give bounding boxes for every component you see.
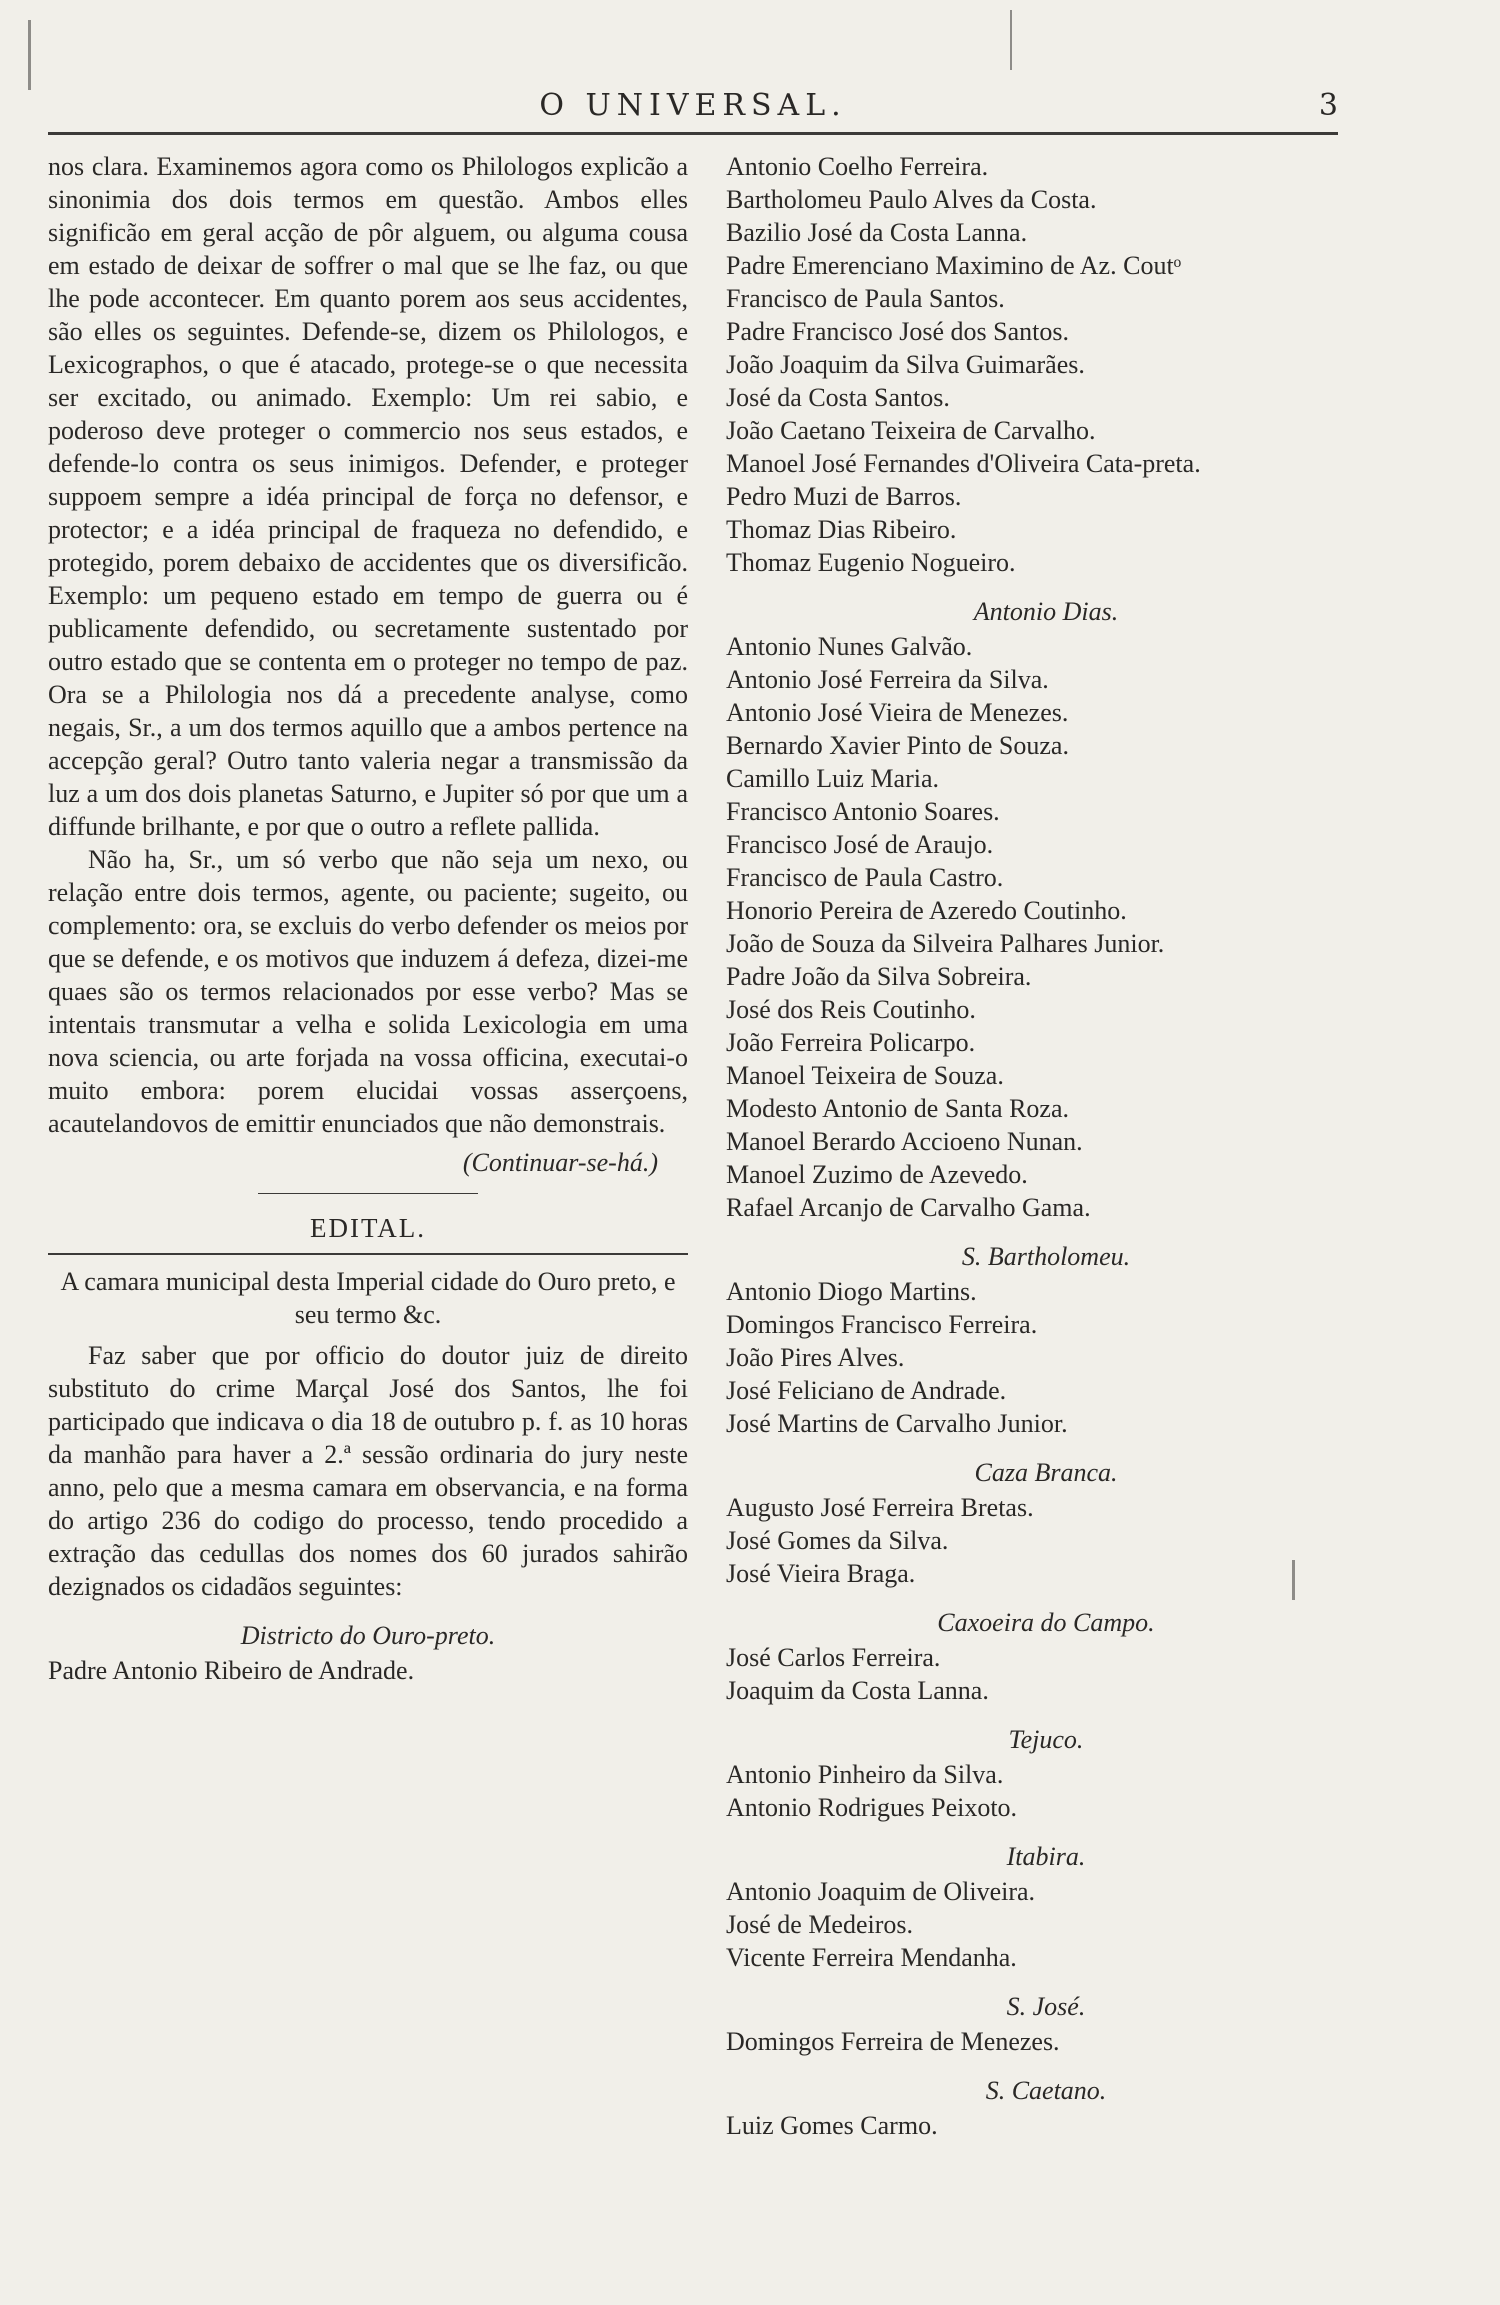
juror-name: José de Medeiros.: [726, 1910, 914, 1939]
scan-mark: [28, 20, 31, 90]
district-heading: Itabira.: [1006, 1842, 1086, 1871]
right-column: [726, 150, 1366, 2142]
juror-name: Antonio Joaquim de Oliveira.: [726, 1877, 1036, 1906]
juror-name: Augusto José Ferreira Bretas.: [726, 1493, 1034, 1522]
juror-name: Antonio Pinheiro da Silva.: [726, 1760, 1004, 1789]
juror-name: Manoel Zuzimo de Azevedo.: [726, 1160, 1028, 1189]
juror-name: José Carlos Ferreira.: [726, 1643, 941, 1672]
district-heading: Tejuco.: [1008, 1725, 1084, 1754]
juror-name: Padre Antonio Ribeiro de Andrade.: [48, 1656, 415, 1685]
juror-name: José Gomes da Silva.: [726, 1526, 949, 1555]
district-heading: Caxoeira do Campo.: [937, 1608, 1155, 1637]
separator-rule: [48, 1253, 688, 1255]
juror-name: Rafael Arcanjo de Carvalho Gama.: [726, 1193, 1091, 1222]
juror-name: Manoel José Fernandes d'Oliveira Cata-preta.: [726, 449, 1201, 478]
juror-name: Padre Emerenciano Maximino de Az. Coutᵒ: [726, 251, 1182, 280]
left-column: [48, 150, 688, 1687]
juror-name: João Pires Alves.: [726, 1343, 905, 1372]
juror-name: Bazilio José da Costa Lanna.: [726, 218, 1028, 247]
district-heading: S. Caetano.: [985, 2076, 1107, 2105]
juror-name: José Vieira Braga.: [726, 1559, 916, 1588]
juror-name: Thomaz Eugenio Nogueiro.: [726, 548, 1016, 577]
juror-name: João de Souza da Silveira Palhares Junior.: [726, 929, 1165, 958]
juror-name: João Ferreira Policarpo.: [726, 1028, 976, 1057]
juror-name: José Feliciano de Andrade.: [726, 1376, 1007, 1405]
juror-name: João Joaquim da Silva Guimarães.: [726, 350, 1085, 379]
article-paragraph: Não ha, Sr., um só verbo que não seja um nexo, ou relação entre dois termos, agente, ou paciente; sugeito, ou complemento: ora, se excluis do verbo defender os meios por que se defende, e os motivos que induzem á defeza, dizei-me quaes são os termos relacionados por esse verbo? Mas se intentais transmutar a velha e solida Lexicologia em uma nova sciencia, ou arte forjada na vossa officina, executai-o muito embora: porem elucidai vossas asserçoens, acautelandovos de emittir enunciados que não demonstrais.: [48, 845, 688, 1138]
juror-name: Antonio José Ferreira da Silva.: [726, 665, 1049, 694]
juror-name: José dos Reis Coutinho.: [726, 995, 976, 1024]
district-heading: Antonio Dias.: [973, 597, 1119, 626]
juror-name: Domingos Ferreira de Menezes.: [726, 2027, 1060, 2056]
header-rule: [48, 132, 1338, 135]
district-heading: Caza Branca.: [974, 1458, 1118, 1487]
juror-name: Honorio Pereira de Azeredo Coutinho.: [726, 896, 1127, 925]
page-number: 3: [1318, 88, 1338, 123]
district-heading: S. Bartholomeu.: [961, 1242, 1131, 1271]
juror-name: Domingos Francisco Ferreira.: [726, 1310, 1038, 1339]
edital-body: Faz saber que por officio do doutor juiz de direito substituto do crime Marçal José dos Santos, lhe foi participado que indicava o dia 18 de outubro p. f. as 10 horas da manhão para haver a 2.ª sessão ordinaria do jury neste anno, pelo que a mesma camara em observancia, e na forma do artigo 236 do codigo do processo, tendo procedido a extração das cedullas dos nomes dos 60 jurados sahirão dezignados os cidadãos seguintes:: [48, 1341, 688, 1601]
juror-name: Antonio Rodrigues Peixoto.: [726, 1793, 1018, 1822]
juror-name: Manoel Teixeira de Souza.: [726, 1061, 1004, 1090]
juror-name: Modesto Antonio de Santa Roza.: [726, 1094, 1070, 1123]
juror-name: Francisco de Paula Santos.: [726, 284, 1005, 313]
article-paragraph: nos clara. Examinemos agora como os Philologos explicão a sinonimia dos dois termos em questão. Ambos elles significão em geral acção de pôr alguem, ou alguma cousa em estado de deixar de soffrer o mal que se lhe faz, ou que lhe pode accontecer. Em quanto porem aos seus accidentes, são elles os seguintes. Defende-se, dizem os Philologos, e Lexicographos, o que é atacado, protege-se o que necessita ser excitado, ou animado. Exemplo: Um rei sabio, e poderoso deve proteger o commercio nos seus estados, e defende-lo contra os seus inimigos. Defender, e proteger suppoem sempre a idéa principal de força no defensor, e protector; e a idéa principal de fraqueza no defendido, e protegido, porem debaixo de accidentes que os diversificão. Exemplo: um pequeno estado em tempo de guerra ou é publicamente defendido, ou secretamente sustentado por outro estado que se contenta em o proteger no tempo de paz. Ora se a Philologia nos dá a precedente analyse, como negais, Sr., a um dos termos aquillo que a ambos pertence na accepção geral? Outro tanto valeria negar a transmissão da luz a um dos dois planetas Saturno, e Jupiter só por que um a diffunde brilhante, e por que o outro a reflete pallida.: [48, 152, 688, 841]
separator-rule: [258, 1193, 478, 1194]
juror-name: Vicente Ferreira Mendanha.: [726, 1943, 1017, 1972]
juror-name: Francisco José de Araujo.: [726, 830, 994, 859]
edital-title: EDITAL.: [309, 1213, 427, 1243]
juror-name: Padre Francisco José dos Santos.: [726, 317, 1070, 346]
juror-name: Bernardo Xavier Pinto de Souza.: [726, 731, 1069, 760]
juror-name: Joaquim da Costa Lanna.: [726, 1676, 989, 1705]
page-header: [48, 88, 1338, 136]
juror-name: José Martins de Carvalho Junior.: [726, 1409, 1068, 1438]
juror-name: João Caetano Teixeira de Carvalho.: [726, 416, 1096, 445]
district-heading: Districto do Ouro-preto.: [240, 1621, 496, 1650]
juror-name: José da Costa Santos.: [726, 383, 950, 412]
district-heading: S. José.: [1006, 1992, 1086, 2021]
juror-name: Francisco Antonio Soares.: [726, 797, 1000, 826]
juror-name: Antonio Nunes Galvão.: [726, 632, 973, 661]
edital-heading: A camara municipal desta Imperial cidade do Ouro preto, e seu termo &c.: [60, 1267, 676, 1329]
juror-name: Antonio José Vieira de Menezes.: [726, 698, 1069, 727]
juror-name: Francisco de Paula Castro.: [726, 863, 1004, 892]
juror-name: Bartholomeu Paulo Alves da Costa.: [726, 185, 1097, 214]
juror-name: Padre João da Silva Sobreira.: [726, 962, 1032, 991]
juror-name: Luiz Gomes Carmo.: [726, 2111, 938, 2140]
newspaper-title: O UNIVERSAL.: [539, 88, 847, 123]
juror-name: Thomaz Dias Ribeiro.: [726, 515, 957, 544]
juror-name: Pedro Muzi de Barros.: [726, 482, 962, 511]
juror-name: Camillo Luiz Maria.: [726, 764, 940, 793]
juror-name: Antonio Coelho Ferreira.: [726, 152, 989, 181]
continuation-note: (Continuar-se-há.): [462, 1148, 658, 1177]
scan-mark: [1010, 10, 1012, 70]
juror-name: Manoel Berardo Accioeno Nunan.: [726, 1127, 1083, 1156]
juror-name: Antonio Diogo Martins.: [726, 1277, 977, 1306]
